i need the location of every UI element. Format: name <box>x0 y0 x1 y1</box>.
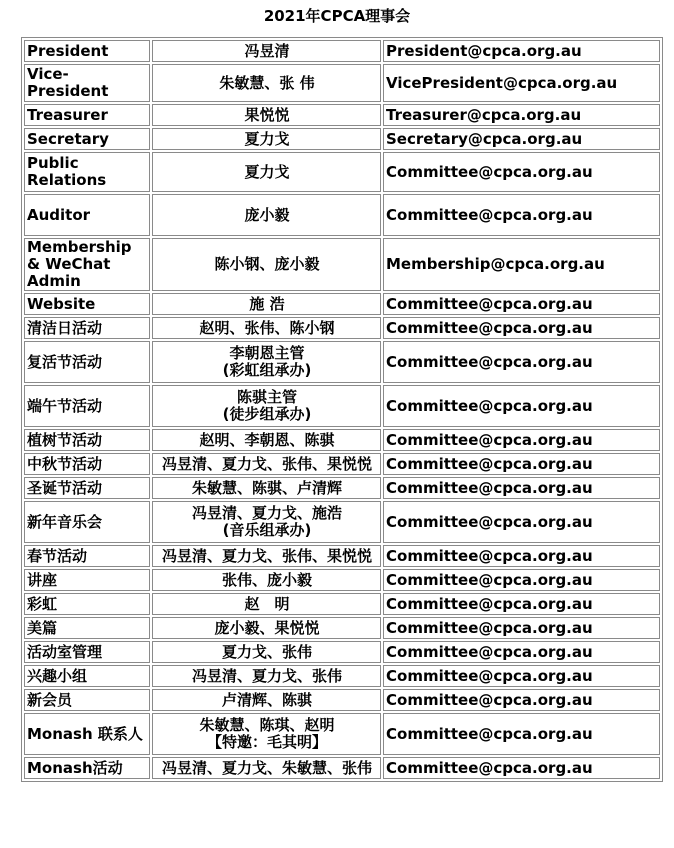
members-cell <box>152 545 381 567</box>
role-cell: 圣诞节活动 <box>24 477 150 499</box>
role-cell: Treasurer <box>24 104 150 126</box>
members-cell <box>152 713 381 755</box>
email-cell: Committee@cpca.org.au <box>383 385 660 427</box>
email-cell: Committee@cpca.org.au <box>383 593 660 615</box>
member-names: 赵 明 <box>244 594 290 613</box>
email-cell: Committee@cpca.org.au <box>383 453 660 475</box>
role-cell: 清洁日活动 <box>24 317 150 339</box>
role-cell: 端午节活动 <box>24 385 150 427</box>
members-cell <box>152 453 381 475</box>
role-cell: 中秋节活动 <box>24 453 150 475</box>
members-cell <box>152 238 381 291</box>
member-names: 冯昱清、夏力戈、张伟 <box>191 666 342 685</box>
members-cell <box>152 152 381 192</box>
table-row <box>24 713 660 755</box>
member-names: (音乐组承办) <box>222 521 312 539</box>
email-cell: Secretary@cpca.org.au <box>383 128 660 150</box>
member-names: 朱敏慧、张 伟 <box>219 73 315 92</box>
table-row <box>24 501 660 543</box>
table-row <box>24 429 660 451</box>
email-cell: Committee@cpca.org.au <box>383 194 660 236</box>
role-cell: 兴趣小组 <box>24 665 150 687</box>
members-cell <box>152 617 381 639</box>
table-row <box>24 617 660 639</box>
email-cell: Committee@cpca.org.au <box>383 477 660 499</box>
member-names: 卢清辉、陈骐 <box>221 690 312 709</box>
table-row <box>24 453 660 475</box>
table-row <box>24 545 660 567</box>
member-names: 朱敏慧、陈骐、卢清辉 <box>191 478 342 497</box>
committee-table <box>21 37 663 782</box>
table-row <box>24 569 660 591</box>
role-cell: 新年音乐会 <box>24 501 150 543</box>
email-cell: Committee@cpca.org.au <box>383 665 660 687</box>
members-cell <box>152 341 381 383</box>
email-cell: VicePresident@cpca.org.au <box>383 64 660 102</box>
role-cell: Monash 联系人 <box>24 713 150 755</box>
role-cell: Public Relations <box>24 152 150 192</box>
member-names: (徒步组承办) <box>222 405 312 423</box>
email-cell: Committee@cpca.org.au <box>383 569 660 591</box>
member-names: 冯昱清 <box>244 41 290 60</box>
member-names: 冯昱清、夏力戈、张伟、果悦悦 <box>161 546 372 565</box>
role-cell: Monash活动 <box>24 757 150 779</box>
page-title: 2021年CPCA理事会 <box>263 7 411 25</box>
role-cell: 复活节活动 <box>24 341 150 383</box>
role-cell: 活动室管理 <box>24 641 150 663</box>
role-cell: President <box>24 40 150 62</box>
role-cell: Auditor <box>24 194 150 236</box>
member-names: 冯昱清、夏力戈、张伟、果悦悦 <box>161 454 372 473</box>
members-cell <box>152 40 381 62</box>
member-names: 果悦悦 <box>244 105 290 124</box>
email-cell: Membership@cpca.org.au <box>383 238 660 291</box>
table-row <box>24 757 660 779</box>
member-names: 赵明、李朝恩、陈骐 <box>199 430 335 449</box>
members-cell <box>152 194 381 236</box>
role-cell: 讲座 <box>24 569 150 591</box>
table-row <box>24 194 660 236</box>
member-names: 【特邀：毛其明】 <box>206 733 327 751</box>
member-names: 李朝恩主管 <box>229 344 305 362</box>
member-names: 陈骐主管 <box>236 388 297 406</box>
table-row <box>24 317 660 339</box>
members-cell <box>152 317 381 339</box>
role-cell: Vice-President <box>24 64 150 102</box>
email-cell: Treasurer@cpca.org.au <box>383 104 660 126</box>
role-cell: Membership & WeChat Admin <box>24 238 150 291</box>
table-row <box>24 40 660 62</box>
member-names: 夏力戈 <box>244 162 290 181</box>
email-cell: Committee@cpca.org.au <box>383 429 660 451</box>
email-cell: Committee@cpca.org.au <box>383 757 660 779</box>
members-cell <box>152 429 381 451</box>
member-names: 夏力戈 <box>244 129 290 148</box>
role-cell: Secretary <box>24 128 150 150</box>
role-cell: 春节活动 <box>24 545 150 567</box>
members-cell <box>152 385 381 427</box>
table-row <box>24 385 660 427</box>
role-cell: 植树节活动 <box>24 429 150 451</box>
member-names: 冯昱清、夏力戈、施浩 <box>191 504 342 522</box>
table-row <box>24 641 660 663</box>
members-cell <box>152 477 381 499</box>
role-cell: 彩虹 <box>24 593 150 615</box>
members-cell <box>152 569 381 591</box>
table-row <box>24 64 660 102</box>
table-row <box>24 238 660 291</box>
table-row <box>24 593 660 615</box>
role-cell: 美篇 <box>24 617 150 639</box>
member-names: 张伟、庞小毅 <box>221 570 312 589</box>
role-cell: 新会员 <box>24 689 150 711</box>
members-cell <box>152 665 381 687</box>
email-cell: Committee@cpca.org.au <box>383 501 660 543</box>
table-row <box>24 128 660 150</box>
members-cell <box>152 641 381 663</box>
member-names: 施 浩 <box>249 294 285 313</box>
email-cell: Committee@cpca.org.au <box>383 641 660 663</box>
email-cell: Committee@cpca.org.au <box>383 713 660 755</box>
members-cell <box>152 757 381 779</box>
member-names: 赵明、张伟、陈小钢 <box>199 318 335 337</box>
table-row <box>24 293 660 315</box>
member-names: 陈小钢、庞小毅 <box>214 255 320 273</box>
email-cell: Committee@cpca.org.au <box>383 617 660 639</box>
members-cell <box>152 593 381 615</box>
member-names: 庞小毅、果悦悦 <box>214 618 320 637</box>
email-cell: Committee@cpca.org.au <box>383 545 660 567</box>
role-cell: Website <box>24 293 150 315</box>
table-row <box>24 665 660 687</box>
members-cell <box>152 501 381 543</box>
email-cell: Committee@cpca.org.au <box>383 317 660 339</box>
members-cell <box>152 128 381 150</box>
committee-table-body <box>24 40 660 779</box>
email-cell: Committee@cpca.org.au <box>383 152 660 192</box>
member-names: 夏力戈、张伟 <box>221 642 312 661</box>
table-row <box>24 152 660 192</box>
table-row <box>24 104 660 126</box>
member-names: 庞小毅 <box>244 205 290 224</box>
members-cell <box>152 64 381 102</box>
email-cell: Committee@cpca.org.au <box>383 293 660 315</box>
table-row <box>24 477 660 499</box>
members-cell <box>152 104 381 126</box>
member-names: 冯昱清、夏力戈、朱敏慧、张伟 <box>161 758 372 777</box>
members-cell <box>152 293 381 315</box>
member-names: 朱敏慧、陈琪、赵明 <box>199 716 335 734</box>
table-row <box>24 689 660 711</box>
email-cell: President@cpca.org.au <box>383 40 660 62</box>
member-names: (彩虹组承办) <box>222 361 312 379</box>
members-cell <box>152 689 381 711</box>
table-row <box>24 341 660 383</box>
email-cell: Committee@cpca.org.au <box>383 341 660 383</box>
email-cell: Committee@cpca.org.au <box>383 689 660 711</box>
